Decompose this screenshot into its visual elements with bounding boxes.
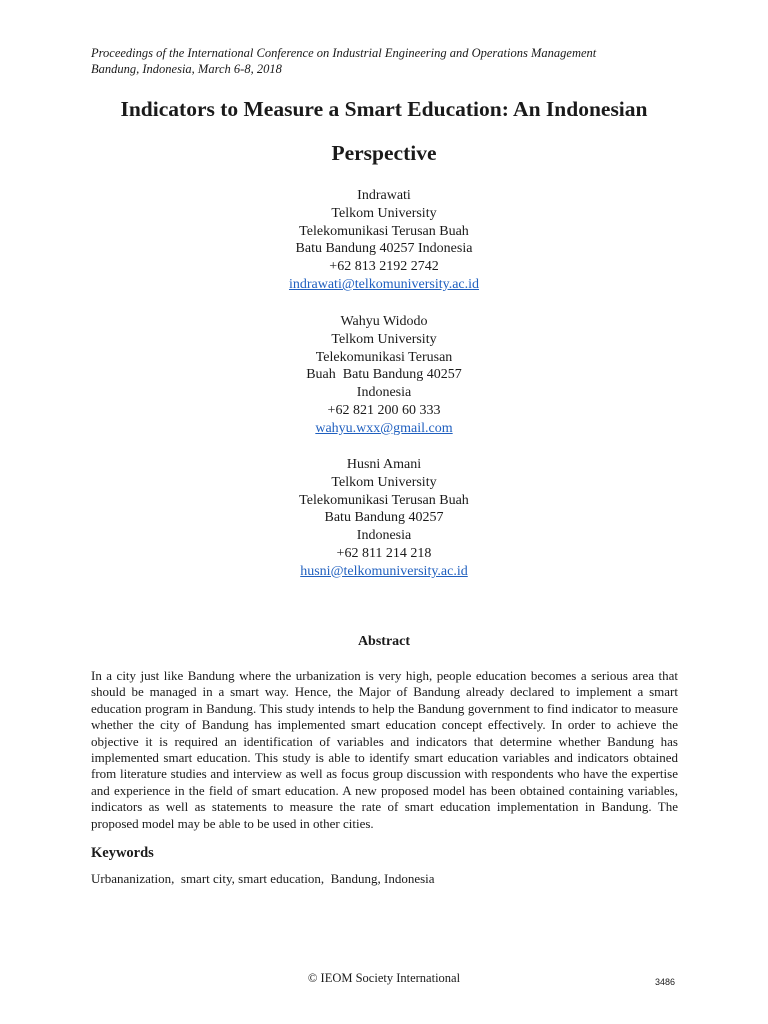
author-address-line: Telekomunikasi Terusan bbox=[315, 349, 453, 365]
author-address-line: Batu Bandung 40257 bbox=[324, 510, 444, 526]
author-phone: +62 811 214 218 bbox=[336, 545, 432, 561]
abstract-heading: Abstract bbox=[357, 634, 411, 649]
paper-title bbox=[60, 87, 708, 175]
author-email-link[interactable]: indrawati@telkomuniversity.ac.id bbox=[288, 276, 480, 292]
author-name: Indrawati bbox=[357, 188, 411, 203]
conference-name: Proceedings of the International Conference on Industrial Engineering and Operations Management bbox=[91, 46, 597, 60]
conference-location-date: Bandung, Indonesia, March 6-8, 2018 bbox=[91, 62, 282, 76]
author-affiliation: Telkom University bbox=[331, 205, 437, 221]
author-name: Wahyu Widodo bbox=[340, 314, 428, 329]
keywords-text: Urbananization, smart city, smart education, Bandung, Indonesia bbox=[91, 871, 435, 886]
paper-title-line-2: Perspective bbox=[331, 141, 437, 165]
author-block-1 bbox=[134, 187, 634, 294]
footer-copyright: © IEOM Society International bbox=[307, 971, 461, 985]
keywords-heading: Keywords bbox=[91, 845, 154, 861]
page-number: 3486 bbox=[655, 977, 676, 987]
author-block-3 bbox=[134, 456, 634, 581]
author-email-link[interactable]: husni@telkomuniversity.ac.id bbox=[300, 563, 468, 579]
author-address-line: Telekomunikasi Terusan Buah bbox=[299, 223, 469, 239]
author-block-2 bbox=[134, 313, 634, 438]
author-email-link[interactable]: wahyu.wxx@gmail.com bbox=[315, 420, 453, 436]
paper-title-line-1: Indicators to Measure a Smart Education: An Indonesian bbox=[120, 97, 648, 121]
abstract-text: In a city just like Bandung where the urbanization is very high, people education becomes a serious area that should be managed in a smart way. Hence, the Major of Bandung already declared to implement a smart education program in Bandung. This study intends to help the Bandung government to find indicator to measure whether the city of Bandung has implemented smart education concept effectively. In order to achieve the objective it is required an identification of variables and indicators that determine whether Bandung has implemented smart education. This study is able to identify smart education variables and indicators obtained from literature studies and interview as well as focus group discussion with respondents who have the expertise and experience in the field of smart education. A new proposed model has been obtained containing variables, indicators as well as statements to measure the rate of smart education implementation in Bandung. The proposed model may be able to be used in other cities. bbox=[91, 668, 678, 831]
author-address-line: Telekomunikasi Terusan Buah bbox=[299, 492, 469, 508]
author-phone: +62 813 2192 2742 bbox=[329, 259, 439, 275]
author-address-line: Batu Bandung 40257 Indonesia bbox=[295, 241, 473, 257]
author-affiliation: Telkom University bbox=[331, 474, 437, 490]
conference-header bbox=[91, 45, 596, 77]
author-address-line: Indonesia bbox=[356, 528, 412, 544]
author-phone: +62 821 200 60 333 bbox=[327, 402, 441, 418]
author-name: Husni Amani bbox=[346, 457, 422, 472]
author-address-line: Indonesia bbox=[356, 385, 412, 401]
author-affiliation: Telkom University bbox=[331, 331, 437, 347]
author-address-line: Buah Batu Bandung 40257 bbox=[306, 367, 462, 383]
